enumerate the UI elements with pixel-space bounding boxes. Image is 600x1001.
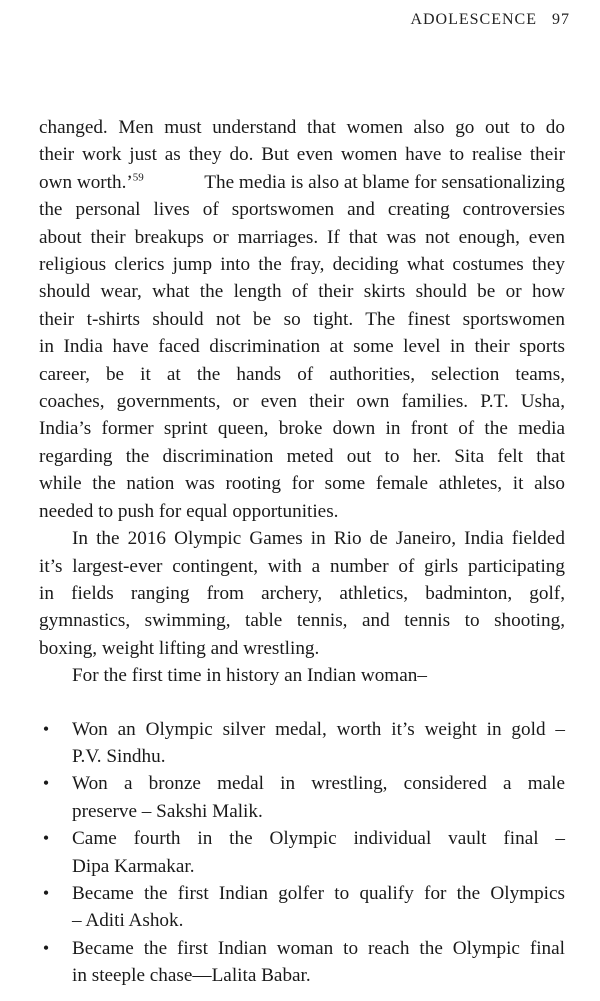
body-text	[39, 114, 565, 990]
text-line-part	[39, 169, 144, 196]
text-line: boxing, weight lifting and wrestling.	[39, 637, 320, 659]
text-line: In the 2016 Olympic Games in Rio de Janeiro, India fielded	[72, 528, 565, 550]
list-item	[39, 935, 565, 990]
bullet-icon: •	[42, 718, 50, 739]
text-line: coaches, governments, or even their own families. P.T. Usha,	[39, 391, 565, 413]
text-line: P.V. Sindhu.	[72, 745, 166, 767]
list-item	[39, 880, 565, 935]
quote-end: own worth.’	[39, 171, 133, 193]
text-line: in steeple chase—Lalita Babar.	[72, 965, 311, 987]
bullet-icon: •	[42, 882, 50, 903]
text-line: in fields ranging from archery, athletics, badminton, golf,	[39, 582, 565, 604]
text-line: needed to push for equal opportunities.	[39, 500, 339, 522]
text-line: should wear, what the length of their skirts should be or how	[39, 281, 565, 303]
bullet-icon: •	[42, 937, 50, 958]
text-line: Won an Olympic silver medal, worth it’s weight in gold –	[72, 718, 565, 740]
running-head	[410, 11, 570, 29]
text-line	[39, 169, 565, 196]
bullet-icon: •	[42, 773, 50, 794]
text-line: Dipa Karmakar.	[72, 855, 195, 877]
text-line: career, be it at the hands of authorities, selection teams,	[39, 363, 565, 385]
text-line: in India have faced discrimination at some level in their sports	[39, 336, 565, 358]
paragraph-1	[39, 114, 565, 525]
text-line: Became the first Indian woman to reach the Olympic final	[72, 937, 565, 959]
text-line: Won a bronze medal in wrestling, considered a male	[72, 773, 565, 795]
text-line: India’s former sprint queen, broke down in front of the media	[39, 418, 565, 440]
page-number: 97	[552, 11, 570, 28]
text-line: religious clerics jump into the fray, deciding what costumes they	[39, 254, 565, 276]
bullet-list	[39, 716, 565, 990]
text-line: their t-shirts should not be so tight. The finest sportswomen	[39, 308, 565, 330]
text-line: their work just as they do. But even women have to realise their	[39, 144, 565, 166]
paragraph-3	[39, 662, 565, 689]
text-line: the personal lives of sportswomen and creating controversies	[39, 199, 565, 221]
text-line: Became the first Indian golfer to qualify for the Olympics	[72, 882, 565, 904]
text-line-part: The media is also at blame for sensationalizing	[204, 171, 565, 193]
footnote-ref: 59	[132, 171, 144, 184]
text-line: – Aditi Ashok.	[72, 910, 184, 932]
text-line: regarding the discrimination meted out to her. Sita felt that	[39, 445, 565, 467]
text-line: Came fourth in the Olympic individual vault final –	[72, 828, 565, 850]
list-item	[39, 716, 565, 771]
bullet-icon: •	[42, 828, 50, 849]
text-line: preserve – Sakshi Malik.	[72, 800, 263, 822]
text-line: about their breakups or marriages. If that was not enough, even	[39, 226, 565, 248]
text-line: For the first time in history an Indian woman–	[72, 665, 427, 687]
text-line: changed. Men must understand that women also go out to do	[39, 117, 565, 138]
text-line: it’s largest-ever contingent, with a number of girls participating	[39, 555, 565, 577]
text-line: gymnastics, swimming, table tennis, and tennis to shooting,	[39, 610, 565, 632]
list-item	[39, 825, 565, 880]
paragraph-2	[39, 525, 565, 662]
text-line: while the nation was rooting for some female athletes, it also	[39, 473, 565, 495]
list-item	[39, 770, 565, 825]
section-title: ADOLESCENCE	[410, 11, 537, 28]
